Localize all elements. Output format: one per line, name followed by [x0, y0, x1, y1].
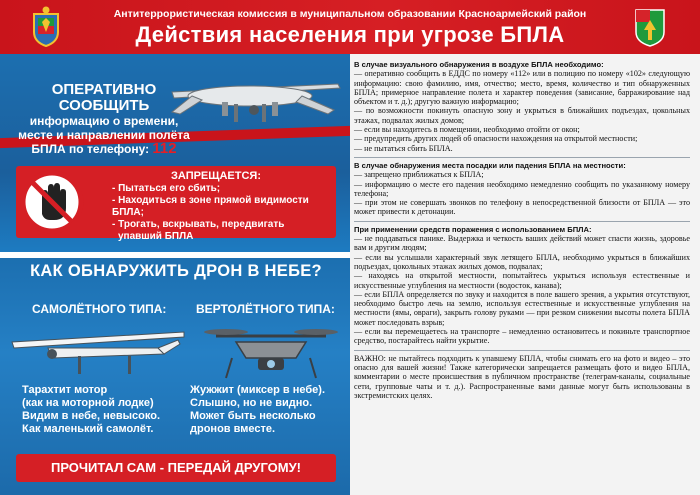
quadcopter-drone-illustration — [196, 318, 346, 384]
copter-desc-line: дронов вместе. — [190, 423, 276, 435]
landing-site-section — [354, 161, 690, 217]
instruction-item: — не пытаться сбить БПЛА. — [354, 143, 453, 153]
plane-type-label: САМОЛЁТНОГО ТИПА: — [32, 302, 167, 316]
report-line-2: месте и направлении полёта — [18, 128, 190, 142]
visual-detection-section — [354, 60, 690, 153]
forbidden-item: - Пытаться его сбить; — [112, 183, 221, 194]
instruction-item: — при этом не совершать звонков по телефону в непосредственной близости от БПЛА — это может привести к детонации. — [354, 198, 690, 217]
section-divider — [354, 350, 690, 351]
important-note: ВАЖНО: не пытайтесь подходить к упавшему БПЛА, чтобы снимать его на фото и видео – это опасно для вашей жизни! Также категорически запрещается размещать фото и видео БПЛА, комментарии о месте происшествия в публичном пространстве (телеграм-каналы, социальные сети, групповые чаты и т. д.). Распространенные вами данные могут быть использованы в экстремистских целях. — [354, 353, 690, 400]
krasnodar-coat-of-arms-icon — [28, 6, 64, 48]
detect-title: КАК ОБНАРУЖИТЬ ДРОН В НЕБЕ? — [30, 262, 322, 280]
forbidden-item: - Трогать, вскрывать, передвигать — [112, 219, 285, 230]
report-block — [14, 82, 194, 156]
instruction-item: — информацию о месте его падения необходимо немедленно сообщить по указанному номеру телефона; — [354, 179, 690, 198]
emergency-phone: 112 — [152, 140, 177, 157]
copter-type-description — [190, 384, 340, 436]
plane-desc-line: (как на моторной лодке) — [22, 397, 154, 409]
forbidden-item: - Находиться в зоне прямой видимости БПЛА; — [112, 195, 309, 218]
report-heading: ОПЕРАТИВНО СООБЩИТЬ — [51, 81, 157, 114]
instruction-item: — если вы находитесь в помещении, необходимо отойти от окон; — [354, 125, 580, 135]
plane-desc-line: Тарахтит мотор — [22, 384, 108, 396]
plane-desc-line: Как маленький самолёт. — [22, 423, 154, 435]
slogan-banner: ПРОЧИТАЛ САМ - ПЕРЕДАЙ ДРУГОМУ! — [16, 454, 336, 482]
section-divider — [354, 157, 690, 158]
report-phone-prefix: БПЛА по телефону: — [31, 142, 150, 156]
header-subtitle: Антитеррористическая комиссия в муниципальном образовании Красноармейский район — [113, 8, 587, 20]
section-heading: В случае визуального обнаружения в воздухе БПЛА необходимо: — [354, 60, 604, 69]
instruction-item: — не поддаваться панике. Выдержка и четкость ваших действий может спасти жизнь, здоровье вам и другим людям; — [354, 234, 690, 253]
plane-desc-line: Видим в небе, невысоко. — [22, 410, 160, 422]
important-note-section — [354, 354, 690, 400]
report-line-1: информацию о времени, — [29, 114, 179, 128]
instruction-item: — если вы перемещаетесь на транспорте – немедленно остановитесь и покиньте транспортное средство, постарайтесь найти укрытие. — [354, 327, 690, 346]
forbidden-title: ЗАПРЕЩАЕТСЯ: — [171, 170, 261, 182]
forbidden-list — [112, 183, 336, 243]
report-phone-line — [14, 142, 194, 156]
copter-desc-line: Может быть несколько — [190, 410, 316, 422]
attack-section — [354, 225, 690, 346]
instruction-item: — запрещено приближаться к БПЛА; — [354, 170, 484, 180]
krasnoarmeysky-district-emblem-icon — [632, 6, 668, 48]
copter-desc-line: Жужжит (миксер в небе). — [190, 384, 325, 396]
instruction-item: — оперативно сообщить в ЕДДС по номеру «112» или в полицию по номеру «102» следующую информацию: свою фамилию, имя, отчество; место, время, количество и тип обнаруженных БПЛА; примерное направление полета и характер поведения (зависание, барражирование над объектом и т. д.); другую важную информацию; — [354, 69, 690, 107]
copter-desc-line: Слышно, но не видно. — [190, 397, 313, 409]
stop-hand-icon — [20, 170, 84, 234]
instructions-column — [354, 60, 690, 490]
section-heading: В случае обнаружения места посадки или падения БПЛА на местности: — [354, 160, 626, 170]
instruction-item: — если вы услышали характерный звук летящего БПЛА, необходимо укрыться в ближайших подъездах, цокольных этажах жилых домов, подвалах; — [354, 252, 690, 271]
plane-type-description — [22, 384, 182, 436]
header-banner — [0, 0, 700, 54]
fixed-wing-drone-illustration — [8, 318, 188, 384]
instruction-item: — находясь на открытой местности, попытайтесь укрыться используя естественные и искусственные углубления на местности (водосток, канава); — [354, 271, 690, 290]
section-heading: При применении средств поражения с использованием БПЛА: — [354, 224, 592, 234]
instruction-item: — предупредить других людей об опасности нахождения на открытой местности; — [354, 134, 638, 144]
instruction-item: — по возможности покинуть опасную зону и укрыться в ближайших подъездах, цокольных этажах, подвалах жилых домов; — [354, 106, 690, 125]
page-title: Действия населения при угрозе БПЛА — [135, 22, 565, 47]
forbidden-item: упавший БПЛА — [118, 231, 194, 242]
instruction-item: — если БПЛА определяется по звуку и находится в поле вашего зрения, а укрытия отсутствуют, необходимо быстро лечь на землю, используя естественные и искусственные углубления на местности (ямы, овраги), закрыть голову руками — при резком снижении высоты полета БПЛА может последовать взрыв; — [354, 289, 690, 327]
copter-type-label: ВЕРТОЛЁТНОГО ТИПА: — [196, 302, 335, 316]
section-divider — [354, 221, 690, 222]
